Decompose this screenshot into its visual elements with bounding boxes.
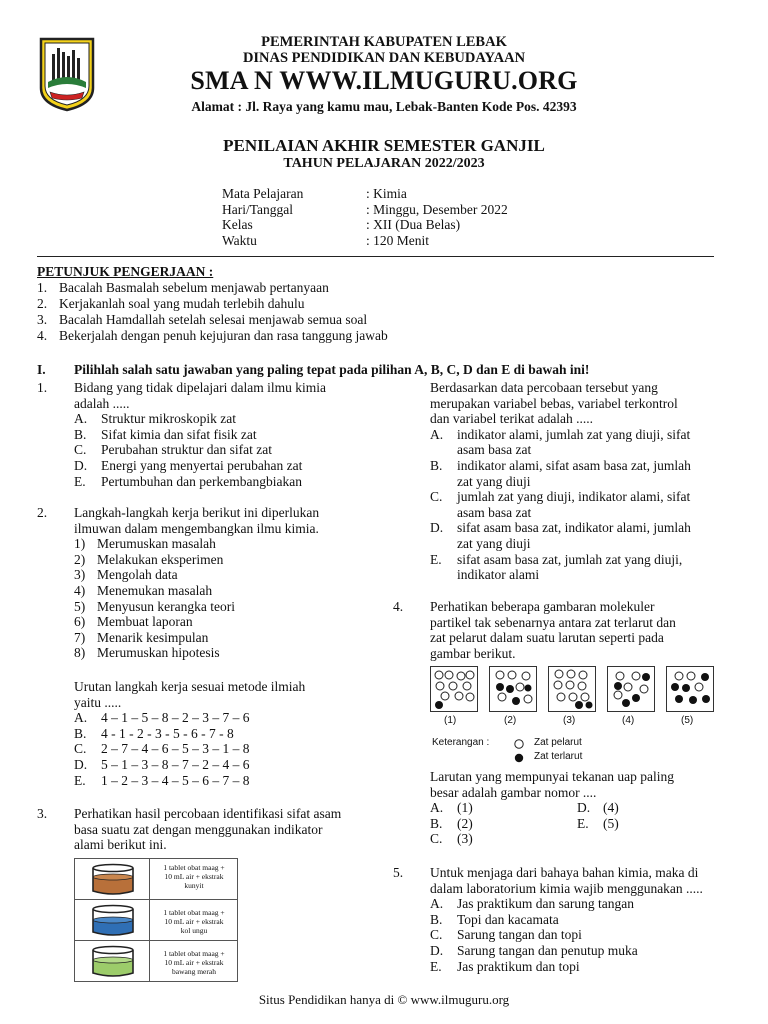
option-key: A. <box>430 896 444 912</box>
info-value: : 120 Menit <box>366 232 429 248</box>
option-key: E. <box>74 772 86 788</box>
question-text: ilmuwan dalam mengembangkan ilmu kimia. <box>74 520 319 536</box>
table-cell <box>151 949 237 976</box>
particle-diagram <box>549 667 595 711</box>
solute-circle-icon <box>513 752 525 764</box>
question-number: 2. <box>37 505 48 520</box>
option-text: jumlah zat yang diuji, indikator alami, sifat <box>457 489 691 505</box>
question-text: dan variabel terikat adalah ..... <box>430 411 594 427</box>
question-text: merupakan variabel bebas, variabel terkontrol <box>430 395 678 411</box>
cell-text: 10 mL air + ekstrak <box>164 917 224 926</box>
option-key: C. <box>430 927 443 943</box>
particle-box <box>666 666 714 712</box>
legend-solute: Zat terlarut <box>534 751 583 762</box>
option-text: 2 – 7 – 4 – 6 – 5 – 3 – 1 – 8 <box>101 741 250 757</box>
option-text: Jas praktikum dan sarung tangan <box>457 896 634 912</box>
question-text: alami berikut ini. <box>74 837 167 853</box>
section-heading <box>37 362 737 380</box>
question-text: Larutan yang mempunyai tekanan uap paling <box>430 769 675 784</box>
figure-label: (5) <box>681 715 694 726</box>
option-key: C. <box>430 489 443 505</box>
cell-text: 10 mL air + ekstrak <box>164 958 224 967</box>
step-key: 7) <box>74 629 86 645</box>
cell-text: 1 tablet obat maag + <box>163 863 225 872</box>
step-key: 4) <box>74 583 86 598</box>
info-value: : XII (Dua Belas) <box>366 217 461 233</box>
option-key: B. <box>430 458 443 473</box>
particle-diagram <box>490 667 536 711</box>
info-label: Hari/Tanggal <box>222 201 294 217</box>
particle-box <box>607 666 655 712</box>
instructions-title: PETUNJUK PENGERJAAN : <box>37 264 214 279</box>
option-text: (1) <box>457 800 473 816</box>
info-label: Mata Pelajaran <box>222 186 304 201</box>
particle-diagram <box>608 667 654 711</box>
option-key: C. <box>74 741 87 757</box>
question-text: Perhatikan hasil percobaan identifikasi sifat asam <box>74 806 342 821</box>
question-1 <box>37 380 377 490</box>
option-key: D. <box>577 800 591 816</box>
option-key: E. <box>577 815 589 831</box>
question-3 <box>37 806 377 856</box>
option-text: zat yang diuji <box>457 536 531 551</box>
option-text: Perubahan struktur dan sifat zat <box>101 442 272 458</box>
question-text: Untuk menjaga dari bahaya bahan kimia, maka di <box>430 865 699 880</box>
option-key: A. <box>74 710 88 726</box>
option-text: zat yang diuji <box>457 473 531 489</box>
option-text: Jas praktikum dan topi <box>457 958 580 974</box>
legend-solvent: Zat pelarut <box>534 737 582 748</box>
option-text: asam basa zat <box>457 504 532 520</box>
item-text: Bacalah Basmalah sebelum menjawab pertanyaan <box>59 280 329 295</box>
beaker-icon <box>91 904 135 938</box>
step-key: 8) <box>74 645 86 661</box>
header-department: DINAS PENDIDIKAN DAN KEBUDAYAAN <box>242 50 526 66</box>
option-text: Struktur mikroskopik zat <box>101 411 236 427</box>
cell-text: kunyit <box>184 881 204 890</box>
cell-text: 10 mL air + ekstrak <box>164 872 224 881</box>
instruction-item <box>37 328 487 344</box>
option-text: (5) <box>603 815 619 831</box>
cell-text: 1 tablet obat maag + <box>163 908 225 917</box>
option-text: sifat asam basa zat, indikator alami, jumlah <box>457 520 691 536</box>
option-key: D. <box>430 520 444 536</box>
question-text: Berdasarkan data percobaan tersebut yang <box>430 380 658 395</box>
question-text: Bidang yang tidak dipelajari dalam ilmu kimia <box>74 380 326 395</box>
option-text: asam basa zat <box>457 442 532 458</box>
item-number: 4. <box>37 328 48 343</box>
question-number: 5. <box>393 865 404 880</box>
option-text: 5 – 1 – 3 – 8 – 7 – 2 – 4 – 6 <box>101 757 250 772</box>
option-text: 4 - 1 - 2 - 3 - 5 - 6 - 7 - 8 <box>101 725 234 741</box>
option-text: Sarung tangan dan topi <box>457 927 582 943</box>
option-key: D. <box>74 757 88 772</box>
instruction-item <box>37 280 487 296</box>
option-text: sifat asam basa zat, jumlah zat yang diuji, <box>457 551 683 567</box>
option-text: Pertumbuhan dan perkembangbiakan <box>101 473 302 489</box>
header-school-name: SMA N WWW.ILMUGURU.ORG <box>190 66 578 95</box>
question-number: 1. <box>37 380 48 395</box>
particle-diagram <box>431 667 477 711</box>
info-value: : Minggu, Desember 2022 <box>366 201 508 217</box>
option-text: indikator alami, sifat asam basa zat, jumlah <box>457 458 691 473</box>
info-value: : Kimia <box>366 186 407 201</box>
step-text: Merumuskan hipotesis <box>97 645 220 661</box>
question-3-continued <box>393 380 733 585</box>
item-text: Kerjakanlah soal yang mudah terlebih dahulu <box>59 296 305 311</box>
question-text: besar adalah gambar nomor .... <box>430 784 597 800</box>
beaker-icon <box>91 945 135 979</box>
option-text: indikator alami <box>457 567 540 583</box>
particle-box <box>489 666 537 712</box>
header-divider <box>37 256 714 257</box>
option-text: Energi yang menyertai perubahan zat <box>101 458 303 473</box>
step-key: 6) <box>74 614 86 630</box>
table-cell <box>151 863 237 890</box>
option-key: A. <box>430 426 444 442</box>
option-text: Sifat kimia dan sifat fisik zat <box>101 426 257 442</box>
table-cell <box>151 908 237 935</box>
particle-box <box>548 666 596 712</box>
option-key: A. <box>74 411 88 427</box>
figure-label: (2) <box>504 715 517 726</box>
option-key: D. <box>430 943 444 958</box>
step-text: Membuat laporan <box>97 614 193 630</box>
question-4-continued <box>393 769 733 851</box>
solvent-circle-icon <box>513 738 525 750</box>
header-government: PEMERINTAH KABUPATEN LEBAK <box>261 34 507 50</box>
item-number: 3. <box>37 312 48 327</box>
option-key: E. <box>74 473 86 489</box>
question-text: partikel tak sebenarnya antara zat terlarut dan <box>430 614 676 630</box>
instruction-item <box>37 312 487 328</box>
question-text: yaitu ..... <box>74 694 122 710</box>
figure-label: (4) <box>622 715 635 726</box>
question-number: 3. <box>37 806 48 821</box>
option-key: E. <box>430 551 442 567</box>
question-text: Perhatikan beberapa gambaran molekuler <box>430 599 655 614</box>
exam-title: PENILAIAN AKHIR SEMESTER GANJIL <box>223 136 545 155</box>
option-key: B. <box>430 815 443 831</box>
question-text: zat pelarut dalam suatu larutan seperti pada <box>430 630 664 646</box>
option-key: B. <box>74 725 87 741</box>
option-text: 1 – 2 – 3 – 4 – 5 – 6 – 7 – 8 <box>101 772 250 788</box>
item-text: Bacalah Hamdallah setelah selesai menjawab semua soal <box>59 312 368 327</box>
exam-info <box>222 186 622 250</box>
section-number: I. <box>37 362 46 377</box>
table-divider <box>75 899 237 900</box>
option-key: B. <box>74 426 87 442</box>
option-key: E. <box>430 958 442 974</box>
page-footer: Situs Pendidikan hanya di © www.ilmuguru.org <box>258 992 510 1007</box>
step-text: Menemukan masalah <box>97 583 213 598</box>
cell-text: kol ungu <box>180 926 208 935</box>
question-text: adalah ..... <box>74 395 130 411</box>
info-label: Waktu <box>222 232 257 248</box>
option-key: D. <box>74 458 88 473</box>
option-key: C. <box>74 442 87 458</box>
question-number: 4. <box>393 599 404 614</box>
step-key: 1) <box>74 536 86 552</box>
option-text: (2) <box>457 815 473 831</box>
info-label: Kelas <box>222 217 253 233</box>
particle-diagram <box>667 667 713 711</box>
question-text: dalam laboratorium kimia wajib menggunakan ..... <box>430 880 703 896</box>
step-key: 3) <box>74 567 86 583</box>
cell-text: bawang merah <box>172 967 216 976</box>
option-text: (4) <box>603 800 619 816</box>
item-text: Bekerjalah dengan penuh kejujuran dan rasa tanggung jawab <box>59 328 388 343</box>
option-text: indikator alami, jumlah zat yang diuji, sifat <box>457 426 691 442</box>
step-text: Merumuskan masalah <box>97 536 216 552</box>
question-4 <box>393 599 733 664</box>
option-text: Sarung tangan dan penutup muka <box>457 943 638 958</box>
instructions-list <box>37 280 487 344</box>
cell-text: 1 tablet obat maag + <box>163 949 225 958</box>
figure-label: (1) <box>444 715 457 726</box>
section-text: Pilihlah salah satu jawaban yang paling tepat pada pilihan A, B, C, D dan E di bawah ini! <box>74 362 590 377</box>
question-2 <box>37 505 377 790</box>
table-divider <box>75 940 237 941</box>
step-key: 5) <box>74 598 86 614</box>
figure-label: (3) <box>563 715 576 726</box>
item-number: 2. <box>37 296 48 311</box>
option-text: 4 – 1 – 5 – 8 – 2 – 3 – 7 – 6 <box>101 710 250 726</box>
option-key: C. <box>430 831 443 847</box>
step-text: Menyusun kerangka teori <box>97 598 235 614</box>
step-text: Melakukan eksperimen <box>97 551 224 567</box>
option-key: B. <box>430 911 443 927</box>
beaker-icon <box>91 863 135 897</box>
question-text: Urutan langkah kerja sesuai metode ilmiah <box>74 679 306 694</box>
exam-year: TAHUN PELAJARAN 2022/2023 <box>283 156 485 171</box>
particle-box <box>430 666 478 712</box>
header-address: Alamat : Jl. Raya yang kamu mau, Lebak-Banten Kode Pos. 42393 <box>191 99 577 114</box>
legend-title: Keterangan : <box>432 737 490 748</box>
option-key: A. <box>430 800 444 816</box>
step-text: Mengolah data <box>97 567 178 583</box>
option-text: (3) <box>457 831 473 847</box>
option-text: Topi dan kacamata <box>457 911 559 927</box>
table-divider <box>149 859 150 981</box>
step-key: 2) <box>74 551 86 567</box>
instruction-item <box>37 296 487 312</box>
indicator-table <box>74 858 238 982</box>
question-text: basa suatu zat dengan menggunakan indikator <box>74 821 323 837</box>
question-5 <box>393 865 753 977</box>
particle-figure <box>430 666 720 762</box>
question-text: gambar berikut. <box>430 645 516 661</box>
question-text: Langkah-langkah kerja berikut ini diperlukan <box>74 505 320 520</box>
item-number: 1. <box>37 280 48 295</box>
step-text: Menarik kesimpulan <box>97 629 209 645</box>
